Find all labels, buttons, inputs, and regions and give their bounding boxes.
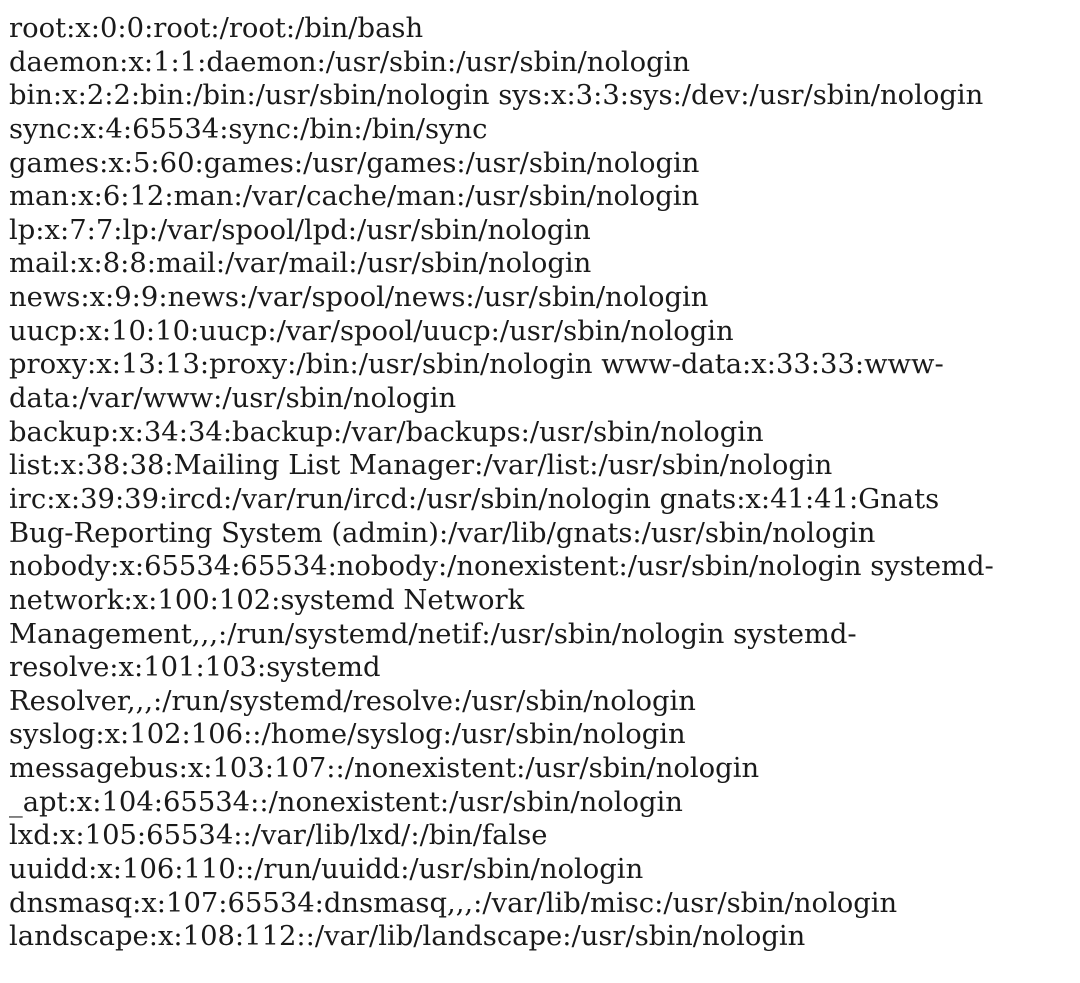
passwd-line: resolve:x:101:103:systemd — [9, 652, 381, 684]
passwd-line: list:x:38:38:Mailing List Manager:/var/list:/usr/sbin/nologin — [9, 450, 833, 482]
passwd-line: mail:x:8:8:mail:/var/mail:/usr/sbin/nologin — [9, 248, 592, 280]
passwd-line: games:x:5:60:games:/usr/games:/usr/sbin/nologin — [9, 147, 700, 179]
passwd-line: network:x:100:102:systemd Network — [9, 584, 525, 616]
passwd-line: lxd:x:105:65534::/var/lib/lxd/:/bin/false — [9, 820, 548, 852]
passwd-line: root:x:0:0:root:/root:/bin/bash — [9, 13, 424, 44]
passwd-line: dnsmasq:x:107:65534:dnsmasq,,,:/var/lib/misc:/usr/sbin/nologin — [9, 887, 898, 919]
passwd-line: Management,,,:/run/systemd/netif:/usr/sbin/nologin systemd- — [9, 618, 857, 650]
passwd-line: sync:x:4:65534:sync:/bin:/bin/sync — [9, 113, 488, 145]
passwd-line: syslog:x:102:106::/home/syslog:/usr/sbin/nologin — [9, 719, 686, 751]
passwd-line: nobody:x:65534:65534:nobody:/nonexistent:/usr/sbin/nologin systemd- — [9, 551, 994, 583]
passwd-line: _apt:x:104:65534::/nonexistent:/usr/sbin/nologin — [9, 786, 683, 818]
passwd-line: backup:x:34:34:backup:/var/backups:/usr/sbin/nologin — [9, 416, 764, 448]
passwd-line: news:x:9:9:news:/var/spool/news:/usr/sbin/nologin — [9, 282, 709, 314]
passwd-line: lp:x:7:7:lp:/var/spool/lpd:/usr/sbin/nologin — [9, 214, 591, 246]
passwd-line: messagebus:x:103:107::/nonexistent:/usr/sbin/nologin — [9, 753, 760, 785]
passwd-line: daemon:x:1:1:daemon:/usr/sbin:/usr/sbin/nologin — [9, 46, 691, 78]
passwd-line: bin:x:2:2:bin:/bin:/usr/sbin/nologin sys:x:3:3:sys:/dev:/usr/sbin/nologin — [9, 80, 984, 112]
passwd-line: irc:x:39:39:ircd:/var/run/ircd:/usr/sbin/nologin gnats:x:41:41:Gnats — [9, 483, 940, 515]
passwd-line: proxy:x:13:13:proxy:/bin:/usr/sbin/nologin www-data:x:33:33:www- — [9, 349, 944, 381]
passwd-line: uuidd:x:106:110::/run/uuidd:/usr/sbin/nologin — [9, 854, 644, 886]
passwd-line: man:x:6:12:man:/var/cache/man:/usr/sbin/nologin — [9, 181, 700, 213]
passwd-line: Bug-Reporting System (admin):/var/lib/gnats:/usr/sbin/nologin — [9, 517, 876, 549]
passwd-line: landscape:x:108:112::/var/lib/landscape:/usr/sbin/nologin — [9, 921, 806, 953]
passwd-file-content — [9, 12, 1080, 954]
passwd-line: uucp:x:10:10:uucp:/var/spool/uucp:/usr/sbin/nologin — [9, 315, 734, 347]
passwd-line: Resolver,,,:/run/systemd/resolve:/usr/sbin/nologin — [9, 685, 696, 717]
passwd-line: data:/var/www:/usr/sbin/nologin — [9, 383, 457, 415]
